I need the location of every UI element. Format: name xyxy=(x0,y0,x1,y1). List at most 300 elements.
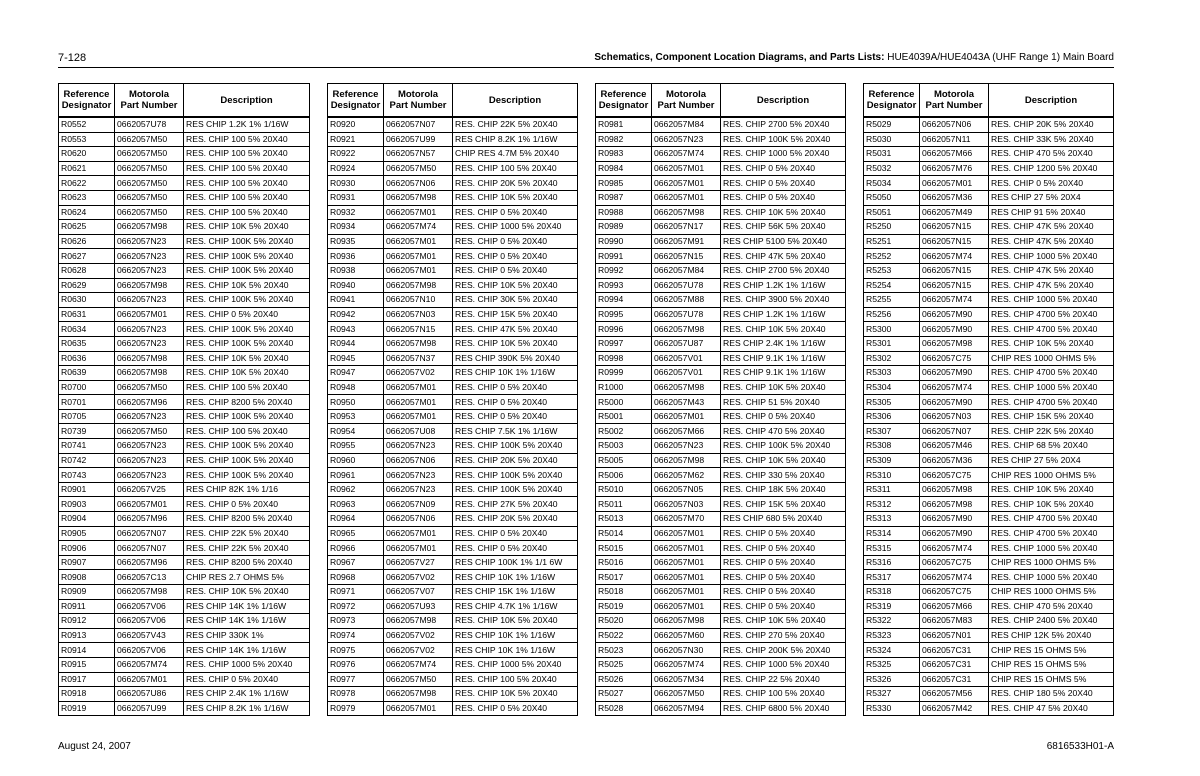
table-row xyxy=(596,424,846,439)
table-row xyxy=(328,468,578,483)
table-row xyxy=(864,351,1114,366)
table-row xyxy=(864,643,1114,658)
table-row xyxy=(59,599,310,614)
table-row xyxy=(864,628,1114,643)
reference-designator: R0705 xyxy=(59,409,115,424)
description: RES. CHIP 100K 5% 20X40 xyxy=(721,132,846,147)
description: RES. CHIP 47K 5% 20X40 xyxy=(721,249,846,264)
table-row xyxy=(864,497,1114,512)
reference-designator: R5022 xyxy=(596,628,652,643)
table-row xyxy=(328,205,578,220)
table-row xyxy=(328,380,578,395)
table-row xyxy=(596,117,846,132)
reference-designator: R0627 xyxy=(59,249,115,264)
part-number: 0662057M01 xyxy=(652,599,721,614)
reference-designator: R0701 xyxy=(59,395,115,410)
part-number: 0662057M60 xyxy=(652,628,721,643)
part-number: 0662057V43 xyxy=(115,628,184,643)
table-row xyxy=(328,687,578,702)
reference-designator: R0988 xyxy=(596,205,652,220)
table-row xyxy=(328,555,578,570)
description: RES. CHIP 1000 5% 20X40 xyxy=(989,249,1114,264)
table-row xyxy=(596,497,846,512)
reference-designator: R0976 xyxy=(328,657,384,672)
reference-designator: R0911 xyxy=(59,599,115,614)
table-row xyxy=(59,497,310,512)
part-number: 0662057M90 xyxy=(920,512,989,527)
part-number: 0662057M90 xyxy=(920,307,989,322)
table-row xyxy=(864,599,1114,614)
description: RES. CHIP 0 5% 20X40 xyxy=(721,161,846,176)
table-row xyxy=(596,643,846,658)
part-number: 0662057M70 xyxy=(652,512,721,527)
part-number: 0662057N37 xyxy=(384,351,453,366)
part-number: 0662057M01 xyxy=(384,701,453,716)
table-row xyxy=(59,176,310,191)
table-row xyxy=(59,234,310,249)
part-number: 0662057M36 xyxy=(920,190,989,205)
reference-designator: R0979 xyxy=(328,701,384,716)
part-number: 0662057V06 xyxy=(115,643,184,658)
table-row xyxy=(864,526,1114,541)
description: RES. CHIP 100 5% 20X40 xyxy=(184,147,310,162)
description: RES. CHIP 100K 5% 20X40 xyxy=(184,234,310,249)
description: RES. CHIP 100 5% 20X40 xyxy=(184,161,310,176)
reference-designator: R0739 xyxy=(59,424,115,439)
description: RES CHIP 2.4K 1% 1/16W xyxy=(184,687,310,702)
table-row xyxy=(328,672,578,687)
description: RES. CHIP 22K 5% 20X40 xyxy=(453,117,578,132)
reference-designator: R0974 xyxy=(328,628,384,643)
table-row xyxy=(864,657,1114,672)
part-number: 0662057M66 xyxy=(920,599,989,614)
table-row xyxy=(59,409,310,424)
table-row xyxy=(864,614,1114,629)
part-number: 0662057N11 xyxy=(920,132,989,147)
description: RES. CHIP 100 5% 20X40 xyxy=(721,687,846,702)
description: RES. CHIP 15K 5% 20X40 xyxy=(721,497,846,512)
part-number: 0662057N03 xyxy=(920,409,989,424)
description: RES. CHIP 8200 5% 20X40 xyxy=(184,512,310,527)
table-row xyxy=(59,541,310,556)
table-row xyxy=(59,161,310,176)
part-number: 0662057M50 xyxy=(115,424,184,439)
description: RES. CHIP 1000 5% 20X40 xyxy=(721,147,846,162)
table-row xyxy=(59,453,310,468)
description: RES. CHIP 0 5% 20X40 xyxy=(453,526,578,541)
description: RES CHIP 390K 5% 20X40 xyxy=(453,351,578,366)
description: RES. CHIP 0 5% 20X40 xyxy=(721,176,846,191)
description: RES CHIP 330K 1% xyxy=(184,628,310,643)
reference-designator: R0947 xyxy=(328,366,384,381)
description: RES. CHIP 470 5% 20X40 xyxy=(721,424,846,439)
part-number: 0662057V06 xyxy=(115,614,184,629)
reference-designator: R5251 xyxy=(864,234,920,249)
part-number: 0662057M01 xyxy=(384,380,453,395)
table-row xyxy=(328,117,578,132)
table-row xyxy=(328,278,578,293)
table-row xyxy=(59,570,310,585)
reference-designator: R5031 xyxy=(864,147,920,162)
description: RES. CHIP 0 5% 20X40 xyxy=(184,307,310,322)
part-number: 0662057N06 xyxy=(384,512,453,527)
reference-designator: R0975 xyxy=(328,643,384,658)
reference-designator: R0625 xyxy=(59,220,115,235)
description: RES. CHIP 3900 5% 20X40 xyxy=(721,293,846,308)
reference-designator: R5330 xyxy=(864,701,920,716)
description: RES. CHIP 100K 5% 20X40 xyxy=(184,336,310,351)
table-row xyxy=(328,307,578,322)
table-row xyxy=(59,205,310,220)
description: RES. CHIP 1200 5% 20X40 xyxy=(989,161,1114,176)
description: RES. CHIP 0 5% 20X40 xyxy=(721,526,846,541)
part-number: 0662057M74 xyxy=(384,220,453,235)
table-row xyxy=(328,249,578,264)
reference-designator: R5029 xyxy=(864,117,920,132)
description: RES. CHIP 18K 5% 20X40 xyxy=(721,482,846,497)
reference-designator: R5318 xyxy=(864,585,920,600)
reference-designator: R0945 xyxy=(328,351,384,366)
table-row xyxy=(328,657,578,672)
part-number: 0662057C31 xyxy=(920,672,989,687)
description: RES. CHIP 68 5% 20X40 xyxy=(989,439,1114,454)
table-row xyxy=(328,409,578,424)
description: RES. CHIP 10K 5% 20X40 xyxy=(721,322,846,337)
table-row xyxy=(596,526,846,541)
description: RES. CHIP 100K 5% 20X40 xyxy=(453,468,578,483)
table-row xyxy=(596,380,846,395)
part-number: 0662057M01 xyxy=(652,585,721,600)
description: RES. CHIP 20K 5% 20X40 xyxy=(989,117,1114,132)
part-number: 0662057N17 xyxy=(652,220,721,235)
description: RES. CHIP 2700 5% 20X40 xyxy=(721,263,846,278)
table-row xyxy=(59,424,310,439)
reference-designator: R5010 xyxy=(596,482,652,497)
reference-designator: R0621 xyxy=(59,161,115,176)
reference-designator: R5003 xyxy=(596,439,652,454)
description: RES. CHIP 0 5% 20X40 xyxy=(721,585,846,600)
part-number: 0662057M50 xyxy=(115,380,184,395)
description: RES. CHIP 10K 5% 20X40 xyxy=(721,380,846,395)
reference-designator: R5302 xyxy=(864,351,920,366)
reference-designator: R0626 xyxy=(59,234,115,249)
description: RES. CHIP 0 5% 20X40 xyxy=(453,701,578,716)
part-number: 0662057M66 xyxy=(652,424,721,439)
part-number: 0662057N07 xyxy=(384,117,453,132)
table-row xyxy=(59,263,310,278)
reference-designator: R0932 xyxy=(328,205,384,220)
description: RES. CHIP 100 5% 20X40 xyxy=(184,132,310,147)
description: RES. CHIP 1000 5% 20X40 xyxy=(453,657,578,672)
description: RES. CHIP 4700 5% 20X40 xyxy=(989,322,1114,337)
table-row xyxy=(328,395,578,410)
part-number: 0662057N09 xyxy=(384,497,453,512)
reference-designator: R5001 xyxy=(596,409,652,424)
reference-designator: R5308 xyxy=(864,439,920,454)
description: RES. CHIP 10K 5% 20X40 xyxy=(989,482,1114,497)
description: RES. CHIP 0 5% 20X40 xyxy=(453,541,578,556)
reference-designator: R0552 xyxy=(59,117,115,132)
reference-designator: R5326 xyxy=(864,672,920,687)
description: RES. CHIP 100K 5% 20X40 xyxy=(184,453,310,468)
table-row xyxy=(59,366,310,381)
table-row xyxy=(328,628,578,643)
part-number: 0662057M01 xyxy=(384,526,453,541)
reference-designator: R5000 xyxy=(596,395,652,410)
table-row xyxy=(596,468,846,483)
part-number: 0662057M50 xyxy=(115,132,184,147)
part-number: 0662057M01 xyxy=(920,176,989,191)
part-number: 0662057V02 xyxy=(384,628,453,643)
part-number: 0662057M74 xyxy=(652,657,721,672)
table-row xyxy=(596,628,846,643)
part-number: 0662057M90 xyxy=(920,526,989,541)
table-row xyxy=(596,147,846,162)
reference-designator: R0907 xyxy=(59,555,115,570)
table-row xyxy=(328,220,578,235)
part-number: 0662057M74 xyxy=(920,249,989,264)
description: RES. CHIP 0 5% 20X40 xyxy=(453,249,578,264)
reference-designator: R5323 xyxy=(864,628,920,643)
reference-designator: R0629 xyxy=(59,278,115,293)
reference-designator: R0938 xyxy=(328,263,384,278)
page-title-bold: Schematics, Component Location Diagrams, and Parts Lists: xyxy=(594,52,885,63)
description: RES. CHIP 100 5% 20X40 xyxy=(184,424,310,439)
col-header-description: Description xyxy=(453,84,578,118)
reference-designator: R5027 xyxy=(596,687,652,702)
table-row xyxy=(596,366,846,381)
reference-designator: R5050 xyxy=(864,190,920,205)
description: RES CHIP 15K 1% 1/16W xyxy=(453,585,578,600)
reference-designator: R0918 xyxy=(59,687,115,702)
table-row xyxy=(864,468,1114,483)
reference-designator: R0943 xyxy=(328,322,384,337)
table-row xyxy=(328,293,578,308)
table-row xyxy=(328,643,578,658)
table-row xyxy=(596,482,846,497)
part-number: 0662057M34 xyxy=(652,672,721,687)
reference-designator: R5314 xyxy=(864,526,920,541)
table-row xyxy=(59,395,310,410)
part-number: 0662057M56 xyxy=(920,687,989,702)
description: RES. CHIP 0 5% 20X40 xyxy=(184,672,310,687)
part-number: 0662057M74 xyxy=(920,541,989,556)
description: RES. CHIP 22K 5% 20X40 xyxy=(184,541,310,556)
table-row xyxy=(864,249,1114,264)
reference-designator: R0741 xyxy=(59,439,115,454)
part-number: 0662057N23 xyxy=(384,468,453,483)
description: RES. CHIP 0 5% 20X40 xyxy=(453,395,578,410)
reference-designator: R0921 xyxy=(328,132,384,147)
table-row xyxy=(596,234,846,249)
table-row xyxy=(59,526,310,541)
table-row xyxy=(328,541,578,556)
reference-designator: R5304 xyxy=(864,380,920,395)
col-header-description: Description xyxy=(721,84,846,118)
part-number: 0662057N15 xyxy=(652,249,721,264)
reference-designator: R0954 xyxy=(328,424,384,439)
part-number: 0662057M98 xyxy=(652,453,721,468)
reference-designator: R0978 xyxy=(328,687,384,702)
reference-designator: R5313 xyxy=(864,512,920,527)
reference-designator: R5254 xyxy=(864,278,920,293)
description: CHIP RES 15 OHMS 5% xyxy=(989,657,1114,672)
part-number: 0662057N15 xyxy=(920,220,989,235)
table-row xyxy=(59,190,310,205)
part-number: 0662057M01 xyxy=(384,395,453,410)
description: RES. CHIP 180 5% 20X40 xyxy=(989,687,1114,702)
description: RES. CHIP 100K 5% 20X40 xyxy=(184,409,310,424)
table-row xyxy=(596,701,846,716)
part-number: 0662057C75 xyxy=(920,555,989,570)
description: RES CHIP 8.2K 1% 1/16W xyxy=(453,132,578,147)
table-row xyxy=(864,424,1114,439)
part-number: 0662057M50 xyxy=(115,147,184,162)
description: RES. CHIP 270 5% 20X40 xyxy=(721,628,846,643)
table-row xyxy=(596,351,846,366)
description: RES. CHIP 10K 5% 20X40 xyxy=(184,220,310,235)
table-row xyxy=(59,555,310,570)
table-row xyxy=(328,614,578,629)
reference-designator: R0981 xyxy=(596,117,652,132)
col-header-description: Description xyxy=(184,84,310,118)
reference-designator: R5025 xyxy=(596,657,652,672)
reference-designator: R0961 xyxy=(328,468,384,483)
part-number: 0662057N23 xyxy=(115,409,184,424)
part-number: 0662057M98 xyxy=(384,687,453,702)
description: RES. CHIP 100 5% 20X40 xyxy=(184,176,310,191)
part-number: 0662057M50 xyxy=(384,672,453,687)
description: RES. CHIP 100K 5% 20X40 xyxy=(184,322,310,337)
description: RES CHIP 82K 1% 1/16 xyxy=(184,482,310,497)
reference-designator: R5307 xyxy=(864,424,920,439)
description: RES. CHIP 0 5% 20X40 xyxy=(721,541,846,556)
part-number: 0662057M96 xyxy=(115,512,184,527)
reference-designator: R5018 xyxy=(596,585,652,600)
part-number: 0662057M96 xyxy=(115,395,184,410)
reference-designator: R5026 xyxy=(596,672,652,687)
table-header-row xyxy=(864,84,1114,118)
reference-designator: R5316 xyxy=(864,555,920,570)
table-row xyxy=(328,366,578,381)
part-number: 0662057M98 xyxy=(652,322,721,337)
reference-designator: R0942 xyxy=(328,307,384,322)
description: RES. CHIP 10K 5% 20X40 xyxy=(989,336,1114,351)
page-title-rest: HUE4039A/HUE4043A (UHF Range 1) Main Board xyxy=(884,52,1114,63)
table-row xyxy=(864,366,1114,381)
reference-designator: R5250 xyxy=(864,220,920,235)
table-row xyxy=(596,263,846,278)
part-number: 0662057M98 xyxy=(652,614,721,629)
reference-designator: R0924 xyxy=(328,161,384,176)
table-row xyxy=(864,205,1114,220)
parts-table xyxy=(58,83,310,716)
table-row xyxy=(864,293,1114,308)
table-row xyxy=(864,190,1114,205)
table-row xyxy=(328,453,578,468)
description: RES CHIP 1.2K 1% 1/16W xyxy=(721,278,846,293)
table-row xyxy=(596,161,846,176)
page-number: 7-128 xyxy=(58,52,87,64)
description: RES. CHIP 100K 5% 20X40 xyxy=(184,439,310,454)
part-number: 0662057N03 xyxy=(384,307,453,322)
description: RES. CHIP 10K 5% 20X40 xyxy=(184,278,310,293)
description: RES. CHIP 200K 5% 20X40 xyxy=(721,643,846,658)
table-row xyxy=(864,336,1114,351)
reference-designator: R5253 xyxy=(864,263,920,278)
part-number: 0662057N06 xyxy=(384,453,453,468)
reference-designator: R0622 xyxy=(59,176,115,191)
reference-designator: R0990 xyxy=(596,234,652,249)
description: RES CHIP 7.5K 1% 1/16W xyxy=(453,424,578,439)
description: RES. CHIP 1000 5% 20X40 xyxy=(989,541,1114,556)
reference-designator: R0931 xyxy=(328,190,384,205)
part-number: 0662057M98 xyxy=(384,614,453,629)
parts-table xyxy=(863,83,1114,716)
reference-designator: R0920 xyxy=(328,117,384,132)
table-row xyxy=(864,541,1114,556)
table-row xyxy=(59,701,310,716)
reference-designator: R0964 xyxy=(328,512,384,527)
description: RES. CHIP 10K 5% 20X40 xyxy=(721,614,846,629)
part-number: 0662057C75 xyxy=(920,351,989,366)
table-row xyxy=(328,570,578,585)
table-row xyxy=(328,701,578,716)
table-row xyxy=(596,614,846,629)
parts-table xyxy=(327,83,578,716)
reference-designator: R0935 xyxy=(328,234,384,249)
part-number: 0662057U86 xyxy=(115,687,184,702)
part-number: 0662057V02 xyxy=(384,643,453,658)
table-row xyxy=(328,497,578,512)
description: RES. CHIP 10K 5% 20X40 xyxy=(453,278,578,293)
part-number: 0662057M01 xyxy=(652,570,721,585)
reference-designator: R5310 xyxy=(864,468,920,483)
table-row xyxy=(328,585,578,600)
description: RES. CHIP 47K 5% 20X40 xyxy=(989,278,1114,293)
table-row xyxy=(596,336,846,351)
table-row xyxy=(59,585,310,600)
reference-designator: R0624 xyxy=(59,205,115,220)
description: RES CHIP 2.4K 1% 1/16W xyxy=(721,336,846,351)
part-number: 0662057N15 xyxy=(920,234,989,249)
part-number: 0662057N23 xyxy=(115,263,184,278)
description: RES. CHIP 100 5% 20X40 xyxy=(184,190,310,205)
part-number: 0662057M01 xyxy=(384,541,453,556)
reference-designator: R0985 xyxy=(596,176,652,191)
reference-designator: R5311 xyxy=(864,482,920,497)
reference-designator: R0936 xyxy=(328,249,384,264)
part-number: 0662057N01 xyxy=(920,628,989,643)
reference-designator: R5317 xyxy=(864,570,920,585)
table-row xyxy=(596,409,846,424)
reference-designator: R1000 xyxy=(596,380,652,395)
table-row xyxy=(596,190,846,205)
description: RES. CHIP 0 5% 20X40 xyxy=(721,599,846,614)
table-row xyxy=(596,672,846,687)
parts-table xyxy=(595,83,846,716)
reference-designator: R0973 xyxy=(328,614,384,629)
reference-designator: R0915 xyxy=(59,657,115,672)
reference-designator: R0953 xyxy=(328,409,384,424)
reference-designator: R0908 xyxy=(59,570,115,585)
description: RES CHIP 91 5% 20X40 xyxy=(989,205,1114,220)
description: RES. CHIP 0 5% 20X40 xyxy=(453,409,578,424)
reference-designator: R5015 xyxy=(596,541,652,556)
description: RES. CHIP 1000 5% 20X40 xyxy=(453,220,578,235)
table-row xyxy=(864,482,1114,497)
reference-designator: R0966 xyxy=(328,541,384,556)
